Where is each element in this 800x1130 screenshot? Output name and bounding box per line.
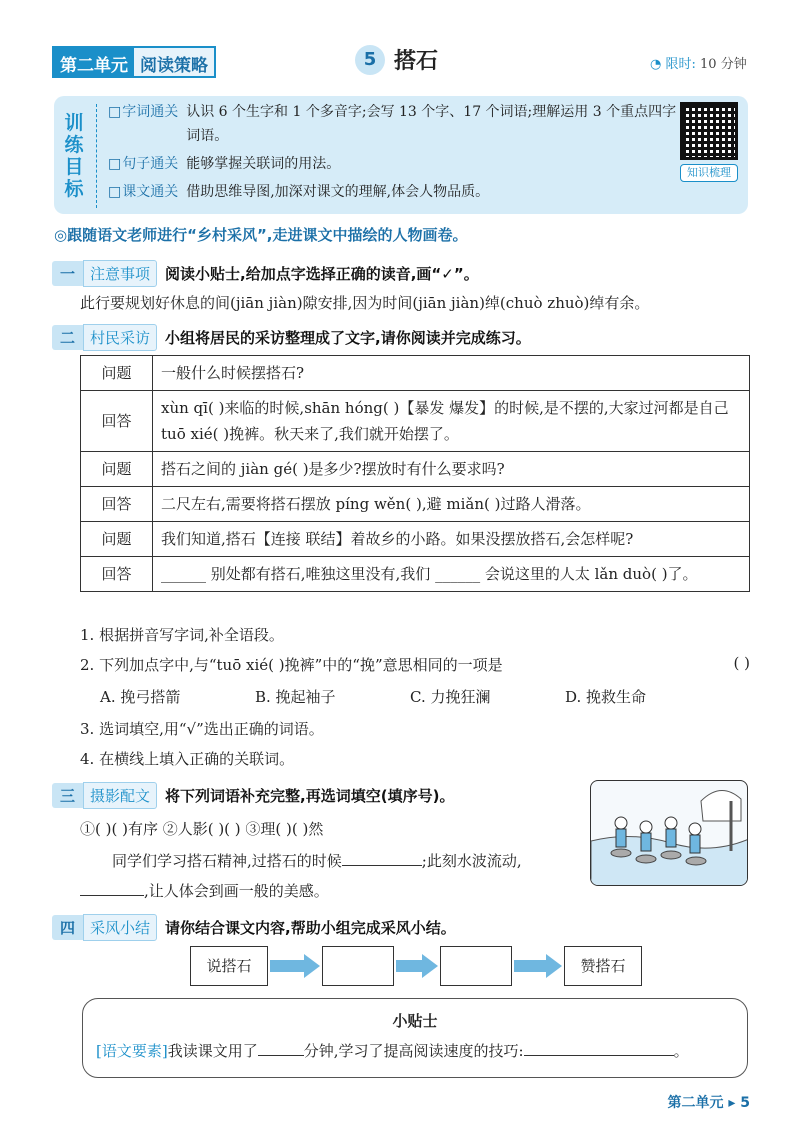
table-row [81, 557, 750, 592]
lesson-number: 5 [355, 45, 385, 75]
clock-icon: ◔ [650, 57, 662, 72]
table-cell-role: 问题 [81, 522, 153, 557]
goals-divider [96, 104, 97, 208]
table-row [81, 356, 750, 391]
goal-key: □ 字词通关 [108, 100, 178, 148]
question-4: 4. 在横线上填入正确的关联词。 [80, 750, 295, 768]
answer-blank[interactable] [80, 880, 144, 896]
goal-text: 认识 6 个生字和 1 个多音字;会写 13 个字、17 个词语;理解运用 3 个重点四字词语。 [186, 104, 677, 144]
pronunciation-sentence: 此行要规划好休息的间(jiān jiàn)隙安排,因为时间(jiān jiàn)绰(chuò zhuò)绰有余。 [80, 294, 650, 312]
time-value: 10 分钟 [700, 57, 747, 72]
goal-row-words [108, 100, 678, 148]
table-row [81, 522, 750, 557]
section-2-header [52, 324, 531, 351]
question-1: 1. 根据拼音写字词,补全语段。 [80, 626, 284, 644]
section-tag: 村民采访 [83, 324, 157, 351]
section-desc: 请你结合课文内容,帮助小组完成采风小结。 [165, 919, 456, 937]
question-3: 3. 选词填空,用“√”选出正确的词语。 [80, 720, 324, 738]
section-desc: 将下列词语补充完整,再选词填空(填序号)。 [165, 787, 455, 805]
stepping-stones-illustration [590, 780, 748, 886]
tip-body [96, 1040, 689, 1061]
table-cell-role: 回答 [81, 557, 153, 592]
table-cell-text: xùn qī( )来临的时候,shān hóng( )【暴发 爆发】的时候,是不摆的,大家过河都是自己 tuō xié( )挽裤。秋天来了,我们就开始摆了。 [153, 391, 750, 452]
goal-key: □ 句子通关 [108, 152, 178, 176]
tip-end: 。 [673, 1042, 689, 1060]
section-tag: 采风小结 [83, 914, 157, 941]
goal-row-text [108, 180, 678, 204]
table-cell-text: 二尺左右,需要将搭石摆放 píng wěn( ),避 miǎn( )过路人滑落。 [153, 487, 750, 522]
footer-arrow-icon: ▸ [728, 1095, 736, 1111]
goal-text: 能够掌握关联词的用法。 [186, 156, 341, 172]
table-cell-text: 我们知道,搭石【连接 联结】着故乡的小路。如果没摆放搭石,会怎样呢? [153, 522, 750, 557]
interview-table [80, 355, 750, 592]
table-cell-role: 回答 [81, 487, 153, 522]
flow-arrow-icon [396, 954, 438, 978]
goal-row-sentences [108, 152, 678, 176]
tip-title: 小贴士 [392, 1012, 438, 1030]
answer-blank[interactable] [342, 850, 422, 866]
tip-tag: [语文要素] [96, 1042, 168, 1060]
section-number: 四 [52, 915, 83, 940]
footer-unit: 第二单元 [667, 1095, 724, 1111]
unit-tag [52, 46, 216, 78]
flow-box-blank[interactable] [322, 946, 394, 986]
table-cell-role: 问题 [81, 452, 153, 487]
option-a[interactable]: A. 挽弓搭箭 [100, 688, 181, 706]
sentence-part: ,让人体会到画一般的美感。 [144, 882, 329, 900]
table-row [81, 391, 750, 452]
page-footer [667, 1092, 750, 1112]
goal-key: □ 课文通关 [108, 180, 178, 204]
illustration-svg [591, 781, 748, 886]
section-tag: 摄影配文 [83, 782, 157, 809]
fill-sentence-2 [80, 880, 329, 901]
section-number: 三 [52, 783, 83, 808]
section-desc: 小组将居民的采访整理成了文字,请你阅读并完成练习。 [165, 329, 531, 347]
section-4-header [52, 914, 456, 941]
table-cell-role: 回答 [81, 391, 153, 452]
question-2 [80, 654, 750, 675]
qr-code[interactable] [680, 102, 738, 160]
goals-label: 训练目标 [64, 112, 84, 200]
table-cell-role: 问题 [81, 356, 153, 391]
sentence-part: 同学们学习搭石精神,过搭石的时候 [112, 852, 342, 870]
time-label: 限时: [665, 57, 696, 72]
question-2-text: 2. 下列加点字中,与“tuō xié( )挽裤”中的“挽”意思相同的一项是 [80, 656, 503, 674]
intro-text: ◎跟随语文老师进行“乡村采风”,走进课文中描绘的人物画卷。 [54, 226, 468, 244]
question-2-options [100, 686, 720, 707]
goal-text: 借助思维导图,加深对课文的理解,体会人物品质。 [186, 184, 490, 200]
table-row [81, 452, 750, 487]
page-number: 5 [740, 1095, 750, 1111]
qr-label: 知识梳理 [680, 164, 738, 182]
section-number: 一 [52, 261, 83, 286]
table-cell-text: 搭石之间的 jiàn gé( )是多少?摆放时有什么要求吗? [153, 452, 750, 487]
option-b[interactable]: B. 挽起袖子 [255, 688, 336, 706]
strategy-label: 阅读策略 [134, 48, 214, 76]
tip-text: 分钟,学习了提高阅读速度的技巧: [303, 1042, 524, 1060]
fill-sentence-1 [112, 850, 522, 871]
flow-arrow-icon [514, 954, 562, 978]
section-tag: 注意事项 [83, 260, 157, 287]
time-limit [650, 53, 747, 72]
table-cell-text: ______ 别处都有搭石,唯独这里没有,我们 ______ 会说这里的人太 lǎn duò( )了。 [153, 557, 750, 592]
unit-label: 第二单元 [54, 48, 134, 76]
table-row [81, 487, 750, 522]
answer-blank[interactable] [258, 1040, 304, 1056]
section-desc: 阅读小贴士,给加点字选择正确的读音,画“✓”。 [165, 265, 479, 283]
option-d[interactable]: D. 挽救生命 [565, 688, 647, 706]
flow-box-blank[interactable] [440, 946, 512, 986]
section-number: 二 [52, 325, 83, 350]
flow-box-start: 说搭石 [190, 946, 268, 986]
table-cell-text: 一般什么时候摆搭石? [153, 356, 750, 391]
sentence-part: ;此刻水波流动, [421, 852, 522, 870]
answer-paren[interactable]: ( ) [733, 654, 750, 672]
answer-blank[interactable] [524, 1040, 674, 1056]
flow-arrow-icon [270, 954, 320, 978]
tip-text: 我读课文用了 [167, 1042, 258, 1060]
section-1-header [52, 260, 479, 287]
lesson-title: 搭石 [394, 49, 439, 74]
section-3-header [52, 782, 454, 809]
word-completion: ①( )( )有序 ②人影( )( ) ③理( )( )然 [80, 820, 324, 838]
option-c[interactable]: C. 力挽狂澜 [410, 688, 491, 706]
flow-box-end: 赞搭石 [564, 946, 642, 986]
